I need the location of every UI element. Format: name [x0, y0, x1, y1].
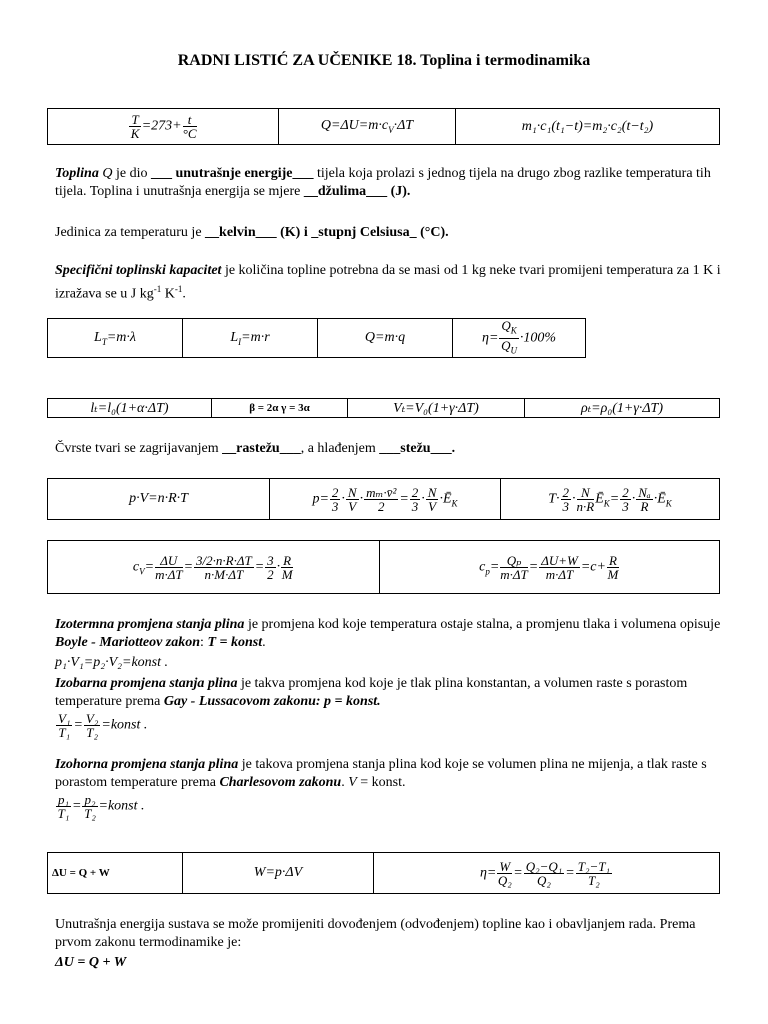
paragraph-first-law: Unutrašnja energija sustava se može promijeniti dovođenjem (odvođenjem) topline kao i obavljanjem rada. Prema prvom zakonu termodinamike je: [55, 917, 696, 950]
formula-table-5 [47, 540, 720, 594]
paragraph-specific-heat: Specifični toplinski kapacitet je količina topline potrebna da se masi od 1 kg neke tvari promijeni temperatura za 1 K i izražava se u J $kg^{-1}$ $K^{-1}$. [55, 263, 721, 302]
equation-first-law: ΔU = Q + W [55, 955, 127, 970]
formula-efficiency: η= $\frac{Q_K}{Q_U}$ ·100% [453, 319, 586, 358]
formula-first-law: ΔU = Q + W [48, 853, 183, 894]
formula-table-2 [47, 318, 586, 358]
formula-heat-balance: m₁·c₁(t₁−t)=m₂·c₂(t−t₂) [456, 109, 720, 145]
formula-cv: $c_V=$ $\frac{\Delta U}{m\cdot\Delta T}$ = $\frac{3/2\cdot n\cdot R\cdot\Delta T}{n\cdot M\cdot\Delta T}$ = $\frac{3}{2}$ · $\frac{R}{M}$ [48, 541, 380, 594]
formula-linear-expansion: lₜ=l₀(1+α·ΔT) [48, 399, 212, 418]
formula-heat: $Q=\Delta U=m\cdot c_V\cdot\Delta T$ [279, 109, 456, 145]
formula-melting-heat: $L_T=m\cdot\lambda$ [48, 319, 183, 358]
formula-work: W=p·ΔV [183, 853, 374, 894]
formula-table-4 [47, 478, 720, 520]
formula-table-1 [47, 108, 720, 145]
page-title: RADNI LISTIĆ ZA UČENIKE 18. Toplina i termodinamika [177, 52, 591, 69]
formula-table-6 [47, 852, 720, 894]
paragraph-expansion: Čvrste tvari se zagrijavanjem __rastežu___, a hlađenjem ___stežu___. [55, 441, 456, 456]
paragraph-isothermal: Izotermna promjena stanja plina je promjena kod koje temperatura ostaje stalna, a promjenu tlaka i volumena opisuje Boyle - Mariotteov zakon: T = konst. [55, 617, 721, 650]
formula-vaporization-heat: $L_I=m\cdot r$ [183, 319, 318, 358]
paragraph-isochoric: Izohorna promjena stanja plina je takova promjena stanja plina kod koje se volumen plina ne mijenja, a tlak raste s porastom temperature prema Charlesovom zakonu. V = konst. [55, 757, 707, 790]
formula-table-3 [47, 398, 720, 418]
equation-isochoric: $\frac{\text{p₁}}{\text{T₁}}$ = $\frac{\text{p₂}}{\text{T₂}}$ =konst . [57, 792, 145, 821]
formula-density-change: ρₜ=ρ₀(1+γ·ΔT) [525, 399, 720, 418]
formula-temperature-conversion: $\frac{T}{K}$ =273+ $\frac{t}{^\circ C}$ [48, 109, 279, 145]
paragraph-toplina: Toplina Q je dio ___ unutrašnje energije___ tijela koja prolazi s jednog tijela na drugo zbog razlike temperatura tih tijela. Toplina i unutrašnja energija se mjere __džulima___ (J). [55, 166, 711, 199]
formula-ideal-gas: p·V=n·R·T [48, 479, 270, 520]
equation-isothermal: p₁·V₁=p₂·V₂=konst . [55, 655, 169, 670]
formula-combustion-heat: Q=m·q [318, 319, 453, 358]
formula-kinetic-temperature: T· $\frac{2}{3}$ · $\frac{N}{n\cdot R}$ $Ē_K=$ $\frac{2}{3}$ · $\frac{\text{Nₐ}}{R}$ $\cdot Ē_K$ [501, 479, 720, 520]
equation-isobaric: $\frac{\text{V₁}}{\text{T₁}}$ = $\frac{\text{V₂}}{\text{T₂}}$ =konst . [58, 711, 148, 740]
paragraph-isobaric: Izobarna promjena stanja plina je takva promjena kod koje je tlak plina konstantan, a volumen raste s porastom temperature prema Gay - Lussacovom zakonu: p = konst. [55, 676, 688, 709]
formula-kinetic-pressure: p= $\frac{2}{3}$ · $\frac{N}{V}$ · $\frac{\text{mₘ·v̄²}}{2}$ = $\frac{2}{3}$ · $\frac{N}{V}$ $\cdot Ē_K$ [270, 479, 501, 520]
paragraph-temperature-unit: Jedinica za temperaturu je __kelvin___ (K) i _stupnj Celsiusa_ (°C). [55, 225, 449, 240]
formula-cp: $c_p=$ $\frac{\text{Qₚ}}{m\cdot\Delta T}$ = $\frac{\Delta U+W}{m\cdot\Delta T}$ =c+ $\frac{R}{M}$ [380, 541, 720, 594]
formula-engine-efficiency: η= $\frac{W}{\text{Q₂}}$ = $\frac{\text{Q₂−Q₁}}{\text{Q₂}}$ = $\frac{\text{T₂−T₁}}{\text{T₂}}$ [374, 853, 720, 894]
formula-expansion-coefficients: β = 2α γ = 3α [212, 399, 348, 418]
formula-volume-expansion: Vₜ=V₀(1+γ·ΔT) [348, 399, 525, 418]
